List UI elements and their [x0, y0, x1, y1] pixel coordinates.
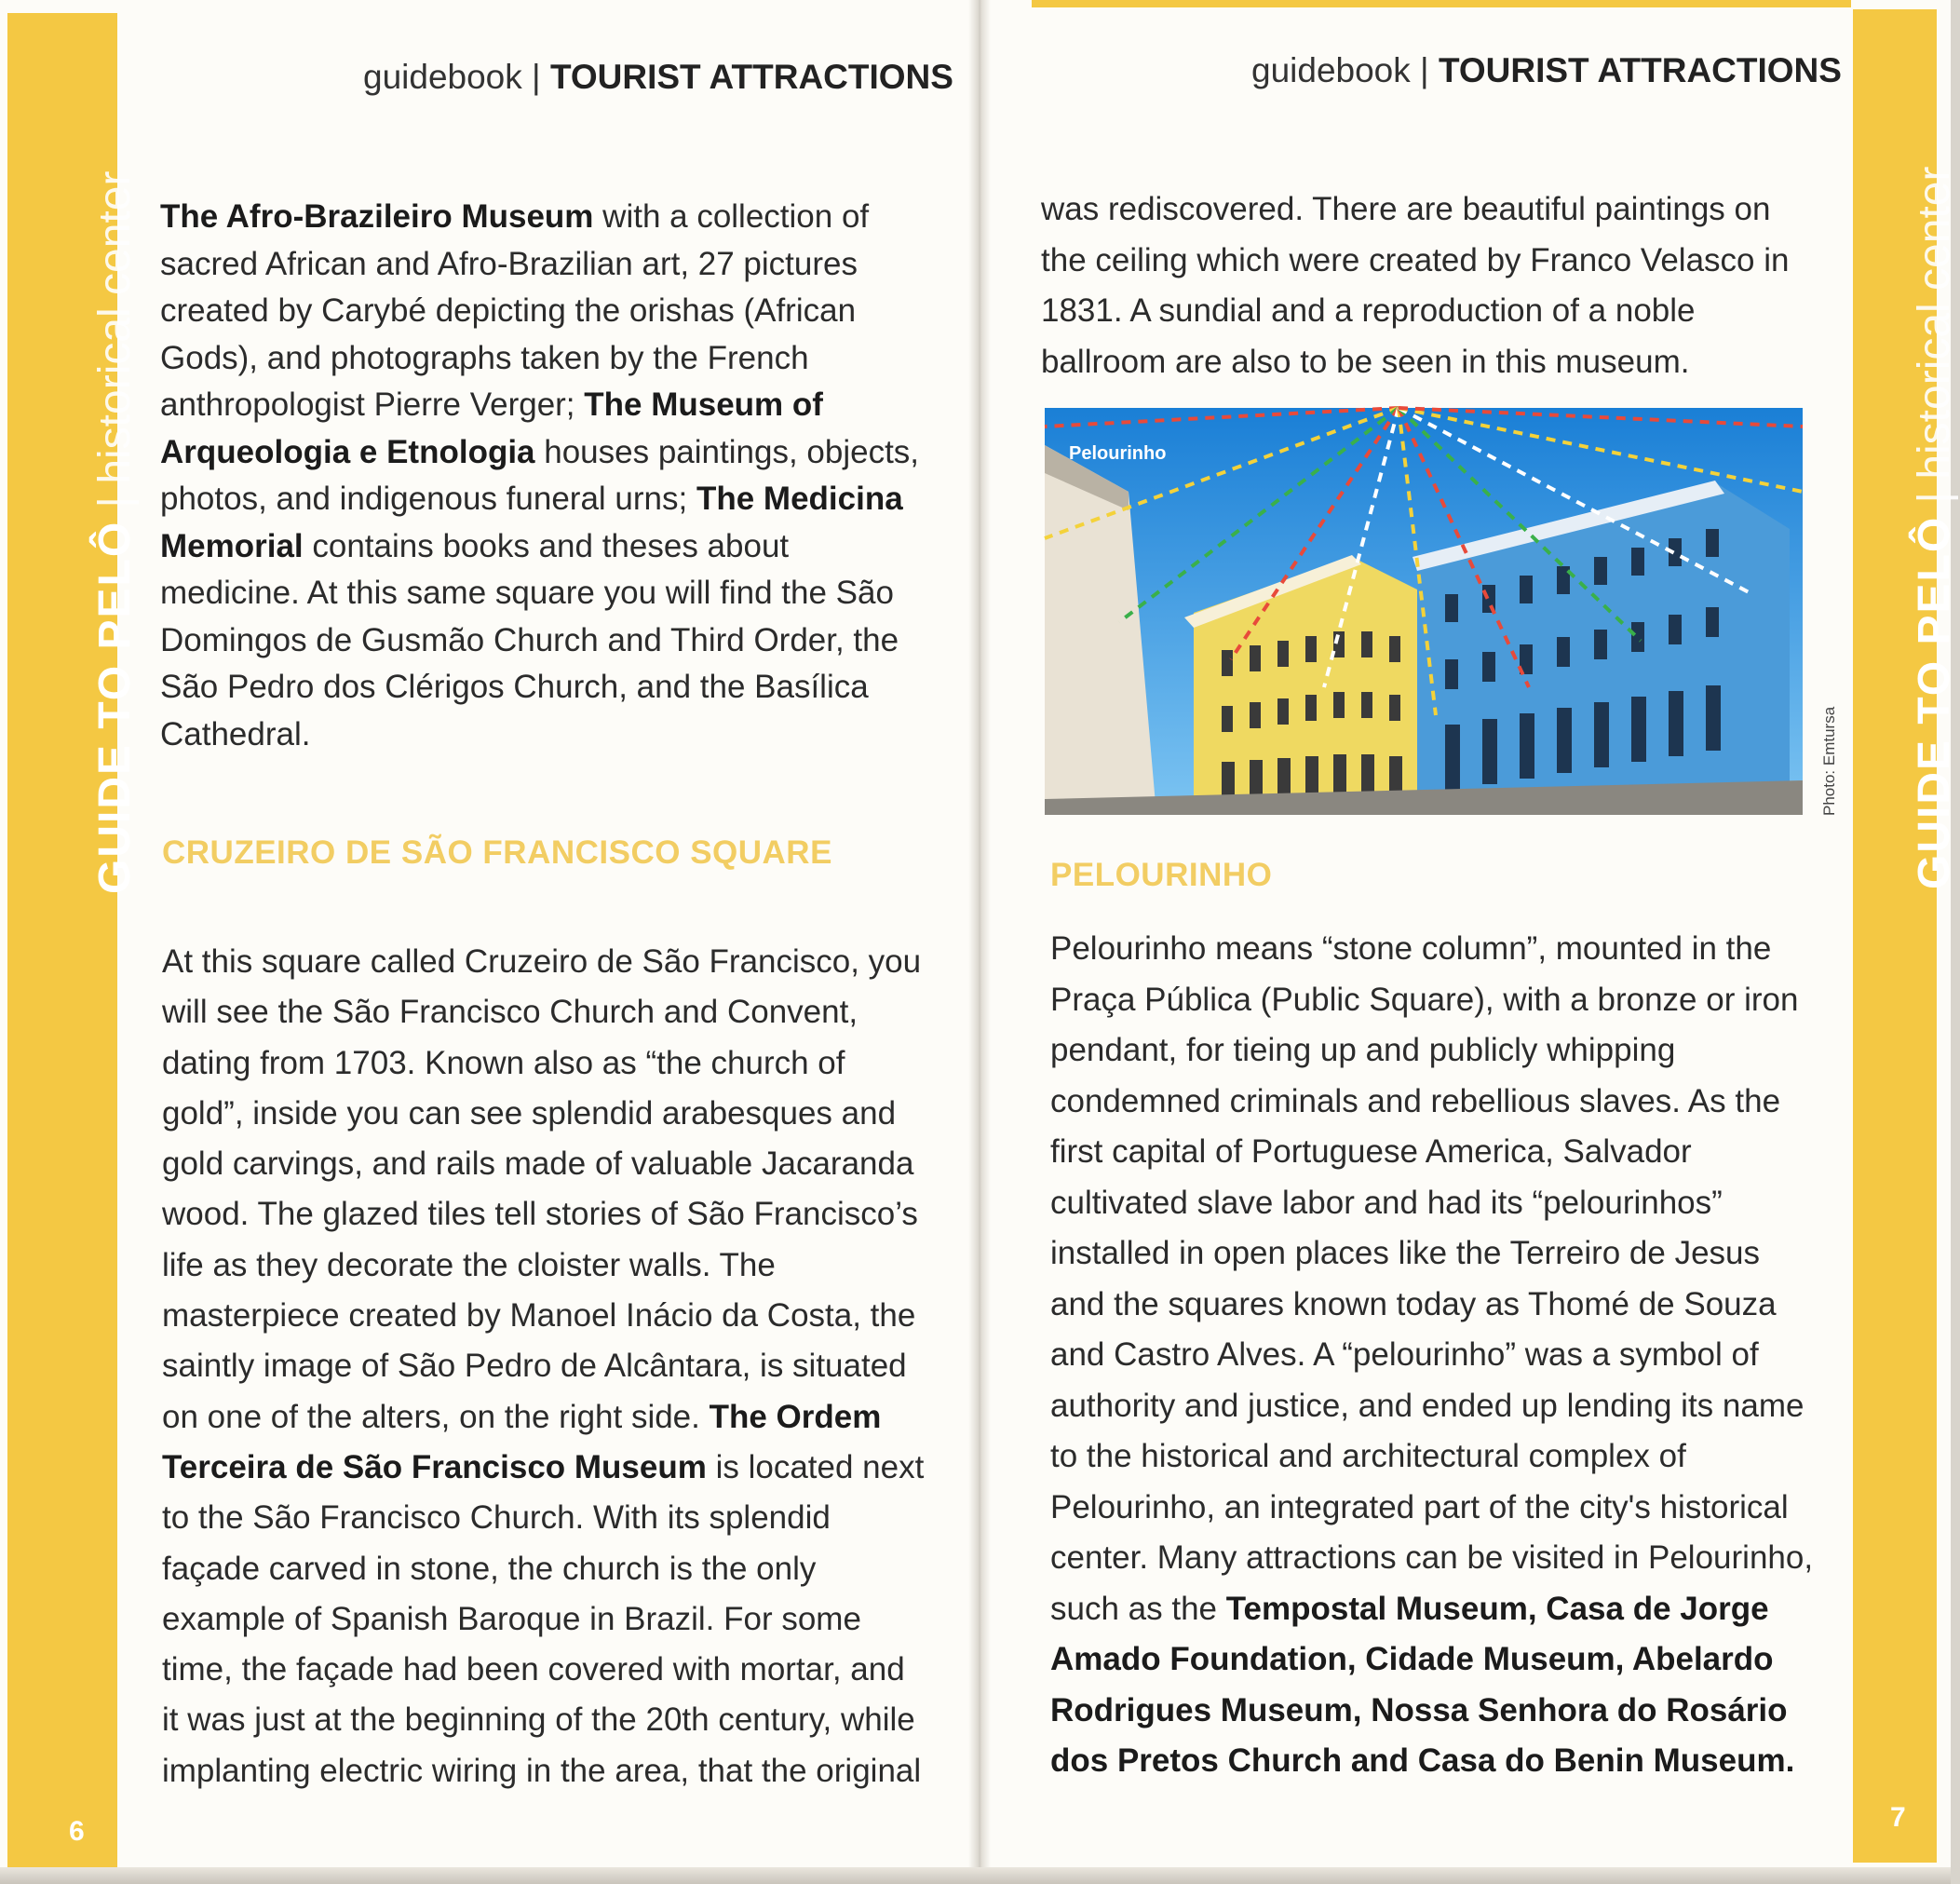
header-section: TOURIST ATTRACTIONS: [549, 58, 953, 96]
ordem-terceira-museum-name: The Ordem Terceira de São Francisco Museum: [162, 1398, 882, 1485]
side-title-light: | historical center: [90, 170, 140, 508]
header-prefix: guidebook |: [1251, 51, 1439, 89]
left-page-number: 6: [69, 1816, 85, 1847]
header-prefix: guidebook |: [363, 58, 550, 96]
right-side-title: [1909, 167, 1960, 889]
section-title-cruzeiro: CRUZEIRO DE SÃO FRANCISCO SQUARE: [162, 834, 832, 871]
pelourinho-text-1: Pelourinho means “stone column”, mounted in the Praça Pública (Public Square), with a bronze or iron pendant, for tieing up and publicly whipping condemned criminals and rebellious slaves. As the first capital of Portuguese America, Salvador cultivated slave labor and had its “pelourinhos” installed in open places like the Terreiro de Jesus and the squares known today as Thomé de Souza and Castro Alves. A “pelourinho” was a symbol of authority and justice, and ended up lending its name to the historical and architectural complex of Pelourinho, an integrated part of the city's historical center. Many attractions can be visited in Pelourinho, such as the: [1050, 930, 1814, 1627]
photo-credit: Photo: Emtursa: [1820, 706, 1838, 816]
cruzeiro-text-1: At this square called Cruzeiro de São Francisco, you will see the São Francisco Church and Convent, dating from 1703. Known also as “the church of gold”, inside you can see splendid arabesques and gold carvings, and rails made of valuable Jacaranda wood. The glazed tiles tell stories of São Francisco’s life as they decorate the cloister walls. The masterpiece created by Manoel Inácio da Costa, the saintly image of São Pedro de Alcântara, is situated on one of the alters, on the right side.: [162, 943, 922, 1435]
side-title-bold: GUIDE TO PELÔ: [1910, 515, 1959, 889]
cruzeiro-text-2: is located next to the São Francisco Church. With its splendid façade carved in stone, the church is the only example of Spanish Baroque in Brazil. For some time, the façade had been covered with mortar, and it was just at the beginning of the 20th century, while implanting electric wiring in the area, that the original: [162, 1448, 925, 1789]
right-header: [1251, 51, 1842, 90]
side-title-bold: GUIDE TO PELÔ: [90, 520, 140, 894]
pelourinho-paragraph: [1050, 924, 1816, 1787]
header-section: TOURIST ATTRACTIONS: [1438, 51, 1842, 89]
cruzeiro-paragraph: [162, 937, 927, 1796]
pelourinho-photo: [1045, 408, 1803, 815]
afro-brazileiro-museum-name: The Afro-Brazileiro Museum: [160, 198, 594, 235]
intro-text-3: contains books and theses about medicine. At this same square you will find the São Domingos de Gusmão Church and Third Order, the São Pedro dos Clérigos Church, and the Basílica Cathedral.: [160, 527, 899, 752]
intro-text-1: with a collection of sacred African and Afro-Brazilian art, 27 pictures created by Carybé depicting the orishas (African Gods), and photographs taken by the French anthropologist Pierre Verger;: [160, 198, 870, 423]
continued-paragraph: was rediscovered. There are beautiful paintings on the ceiling which were created by Franco Velasco in 1831. A sundial and a reproduction of a noble ballroom are also to be seen in this museum.: [1041, 191, 1790, 380]
intro-paragraph: [160, 194, 924, 758]
medicina-memorial-name: The Medicina Memorial: [160, 481, 903, 564]
pelourinho-photo-illustration: [1045, 408, 1803, 815]
intro-text-2: houses paintings, objects, photos, and indigenous funeral urns;: [160, 433, 920, 517]
arqueologia-museum-name: The Museum of Arqueologia e Etnologia: [160, 386, 823, 470]
left-header: [363, 58, 953, 97]
right-page-number: 7: [1890, 1802, 1906, 1833]
book-gutter: [968, 0, 991, 1884]
section-title-pelourinho: PELOURINHO: [1050, 857, 1273, 893]
right-top-edge: [1032, 0, 1851, 7]
left-page: [0, 0, 978, 1884]
page-bottom-edge: [0, 1867, 1951, 1884]
side-title-light: | historical center: [1910, 166, 1959, 504]
photo-label: Pelourinho: [1069, 443, 1167, 464]
pelourinho-attractions-list: Tempostal Museum, Casa de Jorge Amado Foundation, Cidade Museum, Abelardo Rodrigues Museum, Nossa Senhora do Rosário dos Pretos Church and Casa do Benin Museum.: [1050, 1590, 1795, 1779]
left-side-title: [89, 171, 141, 894]
